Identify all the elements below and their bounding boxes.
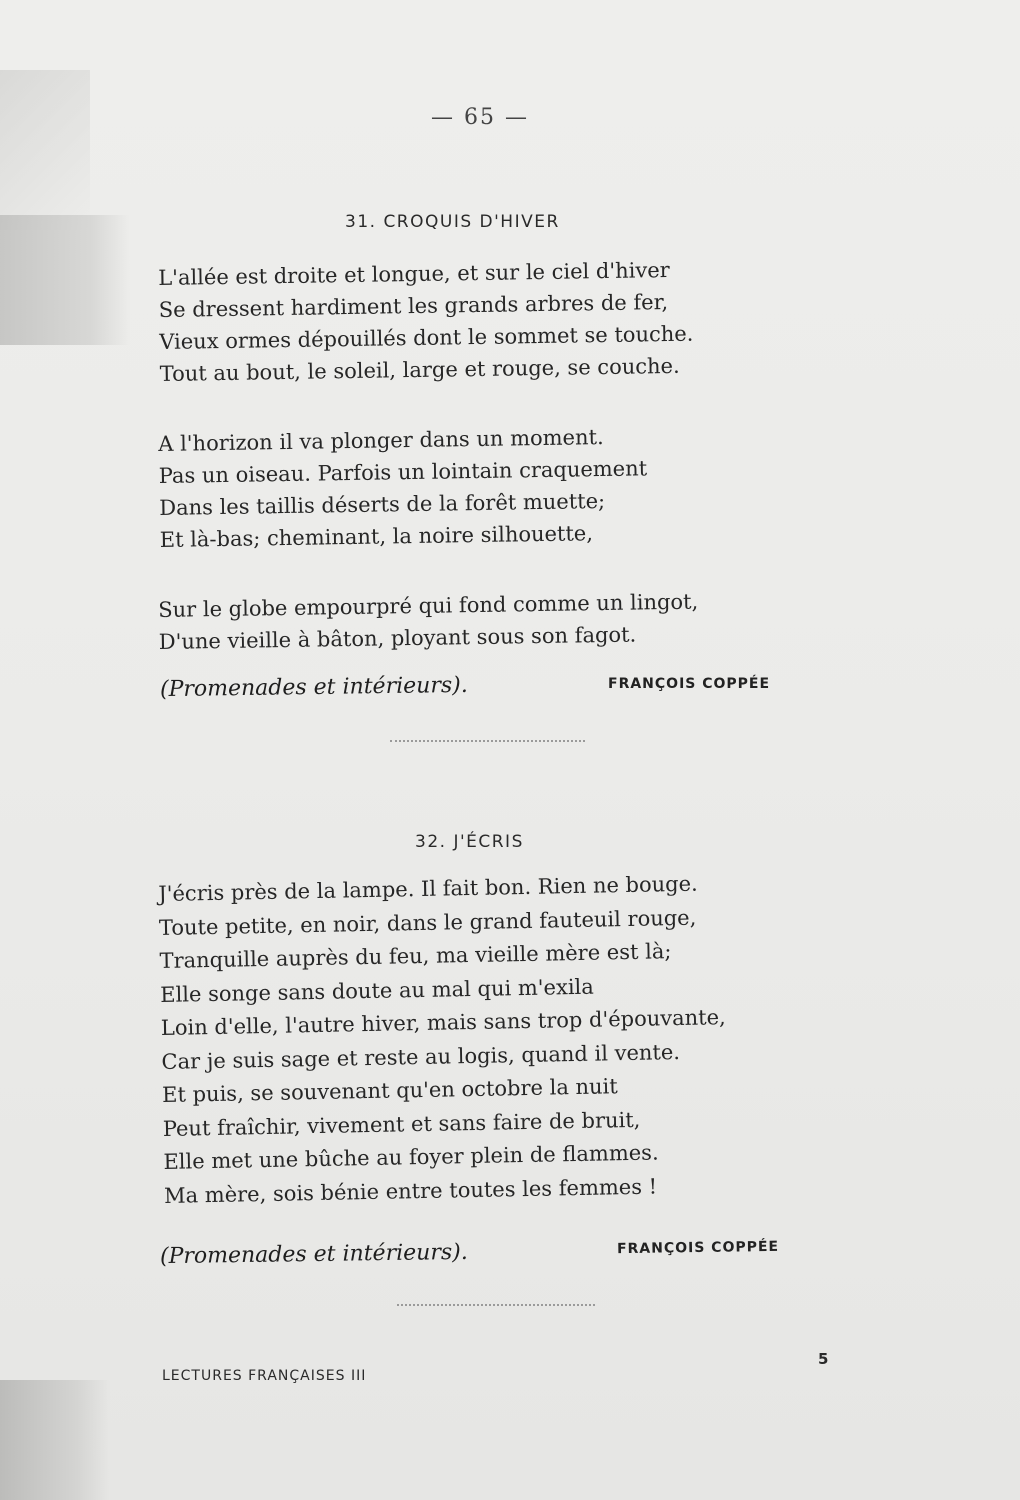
poem-title: 32. J'ÉCRIS [415,832,524,852]
verse-line: A l'horizon il va plonger dans un moment. [158,425,604,456]
poem-author: FRANÇOIS COPPÉE [616,1238,780,1258]
poem-source: (Promenades et intérieurs). [159,1239,468,1270]
verse-line: Et là-bas; cheminant, la noire silhouette, [159,521,594,552]
page-shadow [0,215,130,345]
stanza [158,865,864,1213]
verse-line: Pas un oiseau. Parfois un lointain craquement [158,456,648,488]
verse-line: Dans les taillis déserts de la forêt muette; [159,488,606,520]
verse-line: Car je suis sage et reste au logis, quand il vente. [161,1039,681,1074]
verse-line: Elle met une bûche au foyer plein de flammes. [163,1140,659,1174]
section-divider [390,732,585,742]
verse-line: D'une vieille à bâton, ployant sous son fagot. [158,622,637,654]
verse-line: Sur le globe empourpré qui fond comme un lingot, [158,589,699,622]
verse-line: Toute petite, en noir, dans le grand fauteuil rouge, [158,905,697,940]
running-footer: LECTURES FRANÇAISES III [162,1368,367,1384]
verse-line: Loin d'elle, l'autre hiver, mais sans trop d'épouvante, [160,1005,726,1040]
page-shadow [0,1380,110,1500]
stanza [158,251,860,390]
verse-line: Elle songe sans doute au mal qui m'exila [160,974,594,1007]
verse-line: Peut fraîchir, vivement et sans faire de bruit, [162,1107,641,1141]
verse-line: Tranquille auprès du feu, ma vieille mère est là; [159,939,672,973]
verse-line: Et puis, se souvenant qu'en octobre la nuit [161,1074,618,1107]
poem-title: 31. CROQUIS D'HIVER [345,212,560,232]
stanza [158,417,860,556]
verse-line: Se dressent hardiment les grands arbres de fer, [158,289,669,322]
verse-line: L'allée est droite et longue, et sur le ciel d'hiver [158,257,670,290]
stanza [158,583,859,658]
verse-line: J'écris près de la lampe. Il fait bon. Rien ne bouge. [158,871,698,906]
verse-line: Ma mère, sois bénie entre toutes les femmes ! [163,1173,658,1208]
poem-source: (Promenades et intérieurs). [159,672,468,703]
section-divider [397,1296,595,1306]
verse-line: Vieux ormes dépouillés dont le sommet se touche. [159,321,694,354]
page-number: — 65 — [431,105,529,130]
signature-mark: 5 [818,1350,829,1368]
poem-author: FRANÇOIS COPPÉE [608,676,771,692]
verse-line: Tout au bout, le soleil, large et rouge, se couche. [159,353,680,386]
page-shadow [0,70,90,230]
